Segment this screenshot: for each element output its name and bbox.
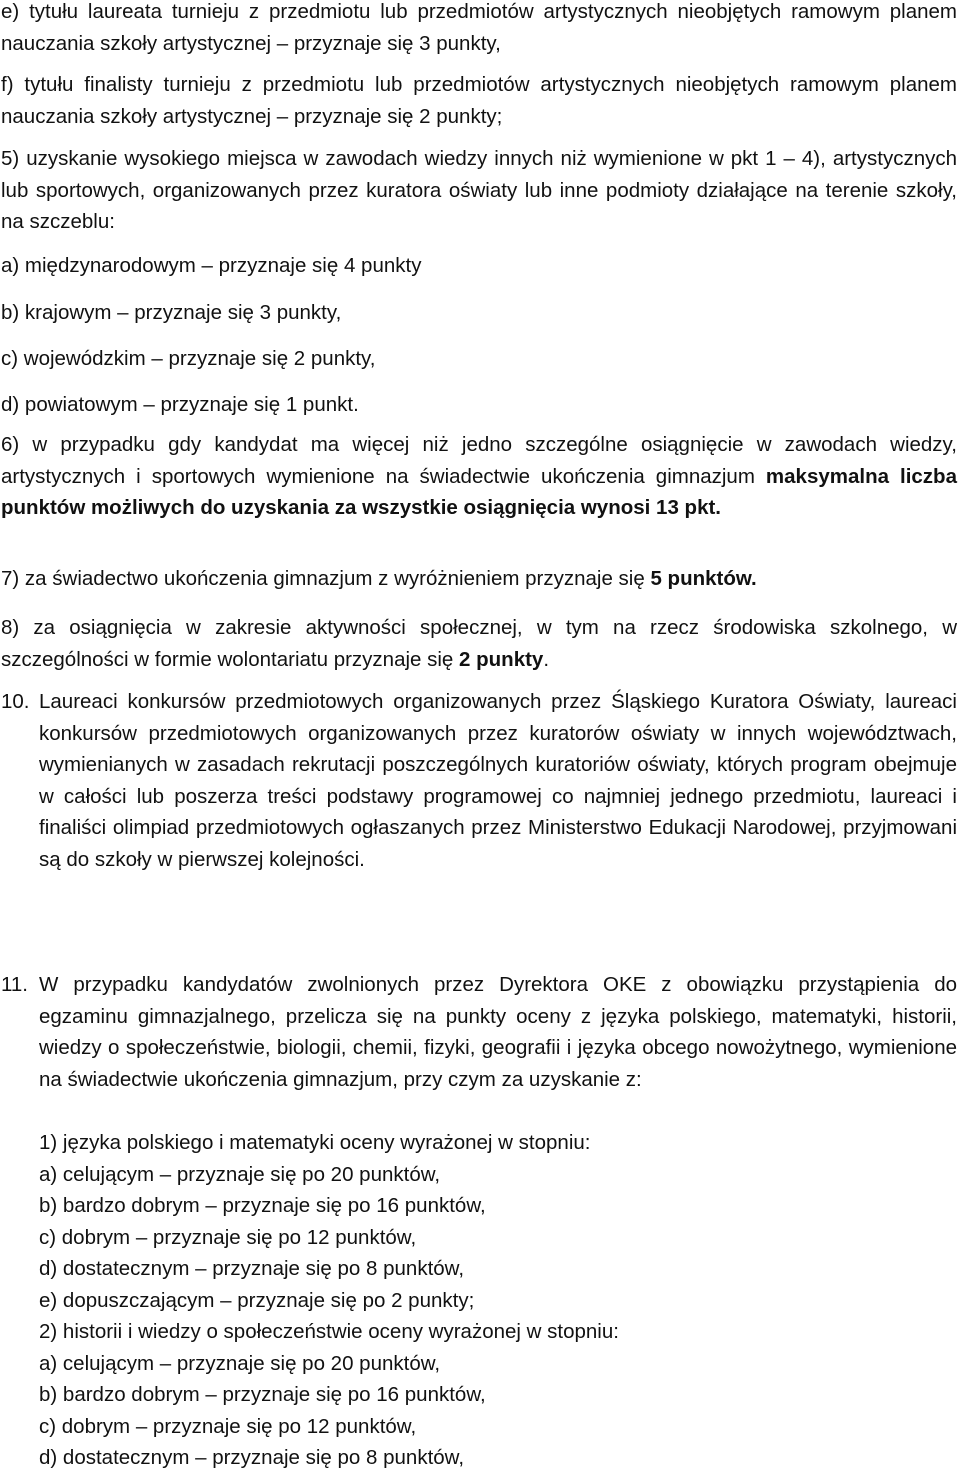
section-11-item: 1) języka polskiego i matematyki oceny wyrażonej w stopniu: bbox=[39, 1131, 591, 1154]
section-11-item: b) bardzo dobrym – przyznaje się po 16 punktów, bbox=[39, 1194, 486, 1217]
section-11-item: b) bardzo dobrym – przyznaje się po 16 punktów, bbox=[39, 1383, 486, 1406]
section-11-item: a) celującym – przyznaje się po 20 punktów, bbox=[39, 1352, 441, 1375]
point-7-text: 7) za świadectwo ukończenia gimnazjum z wyróżnieniem przyznaje się bbox=[1, 567, 651, 590]
item-f: f) tytułu finalisty turnieju z przedmiotu lub przedmiotów artystycznych nieobjętych ramowym planem nauczania szkoły artystycznej – przyznaje się 2 punkty; bbox=[1, 73, 957, 128]
point-8-bold-text: 2 punkty bbox=[459, 647, 544, 671]
point-5-d: d) powiatowym – przyznaje się 1 punkt. bbox=[1, 393, 359, 416]
point-6-text: 6) w przypadku gdy kandydat ma więcej niż jedno szczególne osiągnięcie w zawodach wiedzy, artystycznych i sportowych wymienione na świadectwie ukończenia gimnazjum bbox=[1, 433, 957, 488]
point-6-bold-text: maksymalna liczba punktów możliwych do uzyskania za wszystkie osiągnięcia wynosi 13 pkt. bbox=[1, 464, 957, 519]
section-11-item: e) dopuszczającym – przyznaje się po 2 punkty; bbox=[39, 1289, 475, 1312]
point-5-b: b) krajowym – przyznaje się 3 punkty, bbox=[1, 301, 342, 324]
item-e: e) tytułu laureata turnieju z przedmiotu lub przedmiotów artystycznych nieobjętych ramowym planem nauczania szkoły artystycznej – przyznaje się 3 punkty, bbox=[1, 0, 957, 55]
section-10-text: Laureaci konkursów przedmiotowych organizowanych przez Śląskiego Kuratora Oświaty, laureaci konkursów przedmiotowych organizowanych przez kuratorów oświaty w innych województwach, wymienianych w zasadach rekrutacji poszczególnych kuratoriów oświaty, których program obejmuje w całości lub poszerza treści podstawy programowej co najmniej jednego przedmiotu, laureaci i finaliści olimpiad przedmiotowych ogłaszanych przez Ministerstwo Edukacji Narodowej, przyjmowani są do szkoły w pierwszej kolejności. bbox=[39, 690, 957, 871]
point-6 bbox=[1, 429, 957, 524]
point-8-end: . bbox=[543, 647, 550, 671]
section-11-item: d) dostatecznym – przyznaje się po 8 punktów, bbox=[39, 1257, 465, 1280]
section-11-item: a) celującym – przyznaje się po 20 punktów, bbox=[39, 1163, 441, 1186]
section-11-item: d) dostatecznym – przyznaje się po 8 punktów, bbox=[39, 1446, 465, 1469]
point-7 bbox=[1, 563, 757, 594]
section-11-item: c) dobrym – przyznaje się po 12 punktów, bbox=[39, 1226, 417, 1249]
section-11-number: 11. bbox=[1, 973, 28, 996]
section-11-item: 2) historii i wiedzy o społeczeństwie oceny wyrażonej w stopniu: bbox=[39, 1320, 619, 1343]
point-8 bbox=[1, 612, 957, 675]
point-5: 5) uzyskanie wysokiego miejsca w zawodach wiedzy innych niż wymienione w pkt 1 – 4), artystycznych lub sportowych, organizowanych przez kuratora oświaty lub inne podmioty działające na terenie szkoły, na szczeblu: bbox=[1, 147, 957, 233]
point-5-a: a) międzynarodowym – przyznaje się 4 punkty bbox=[1, 254, 422, 277]
section-11-text: W przypadku kandydatów zwolnionych przez Dyrektora OKE z obowiązku przystąpienia do egzaminu gimnazjalnego, przelicza się na punkty oceny z języka polskiego, matematyki, historii, wiedzy o społeczeństwie, biologii, chemii, fizyki, geografii i języka obcego nowożytnego, wymienione na świadectwie ukończenia gimnazjum, przy czym za uzyskanie z: bbox=[39, 973, 957, 1091]
point-8-text: 8) za osiągnięcia w zakresie aktywności społecznej, w tym na rzecz środowiska szkolnego, w szczególności w formie wolontariatu przyznaje się bbox=[1, 616, 957, 671]
point-5-c: c) wojewódzkim – przyznaje się 2 punkty, bbox=[1, 347, 376, 370]
point-7-bold-text: 5 punktów. bbox=[650, 567, 757, 590]
section-11-item: c) dobrym – przyznaje się po 12 punktów, bbox=[39, 1415, 417, 1438]
section-10-number: 10. bbox=[1, 690, 30, 713]
